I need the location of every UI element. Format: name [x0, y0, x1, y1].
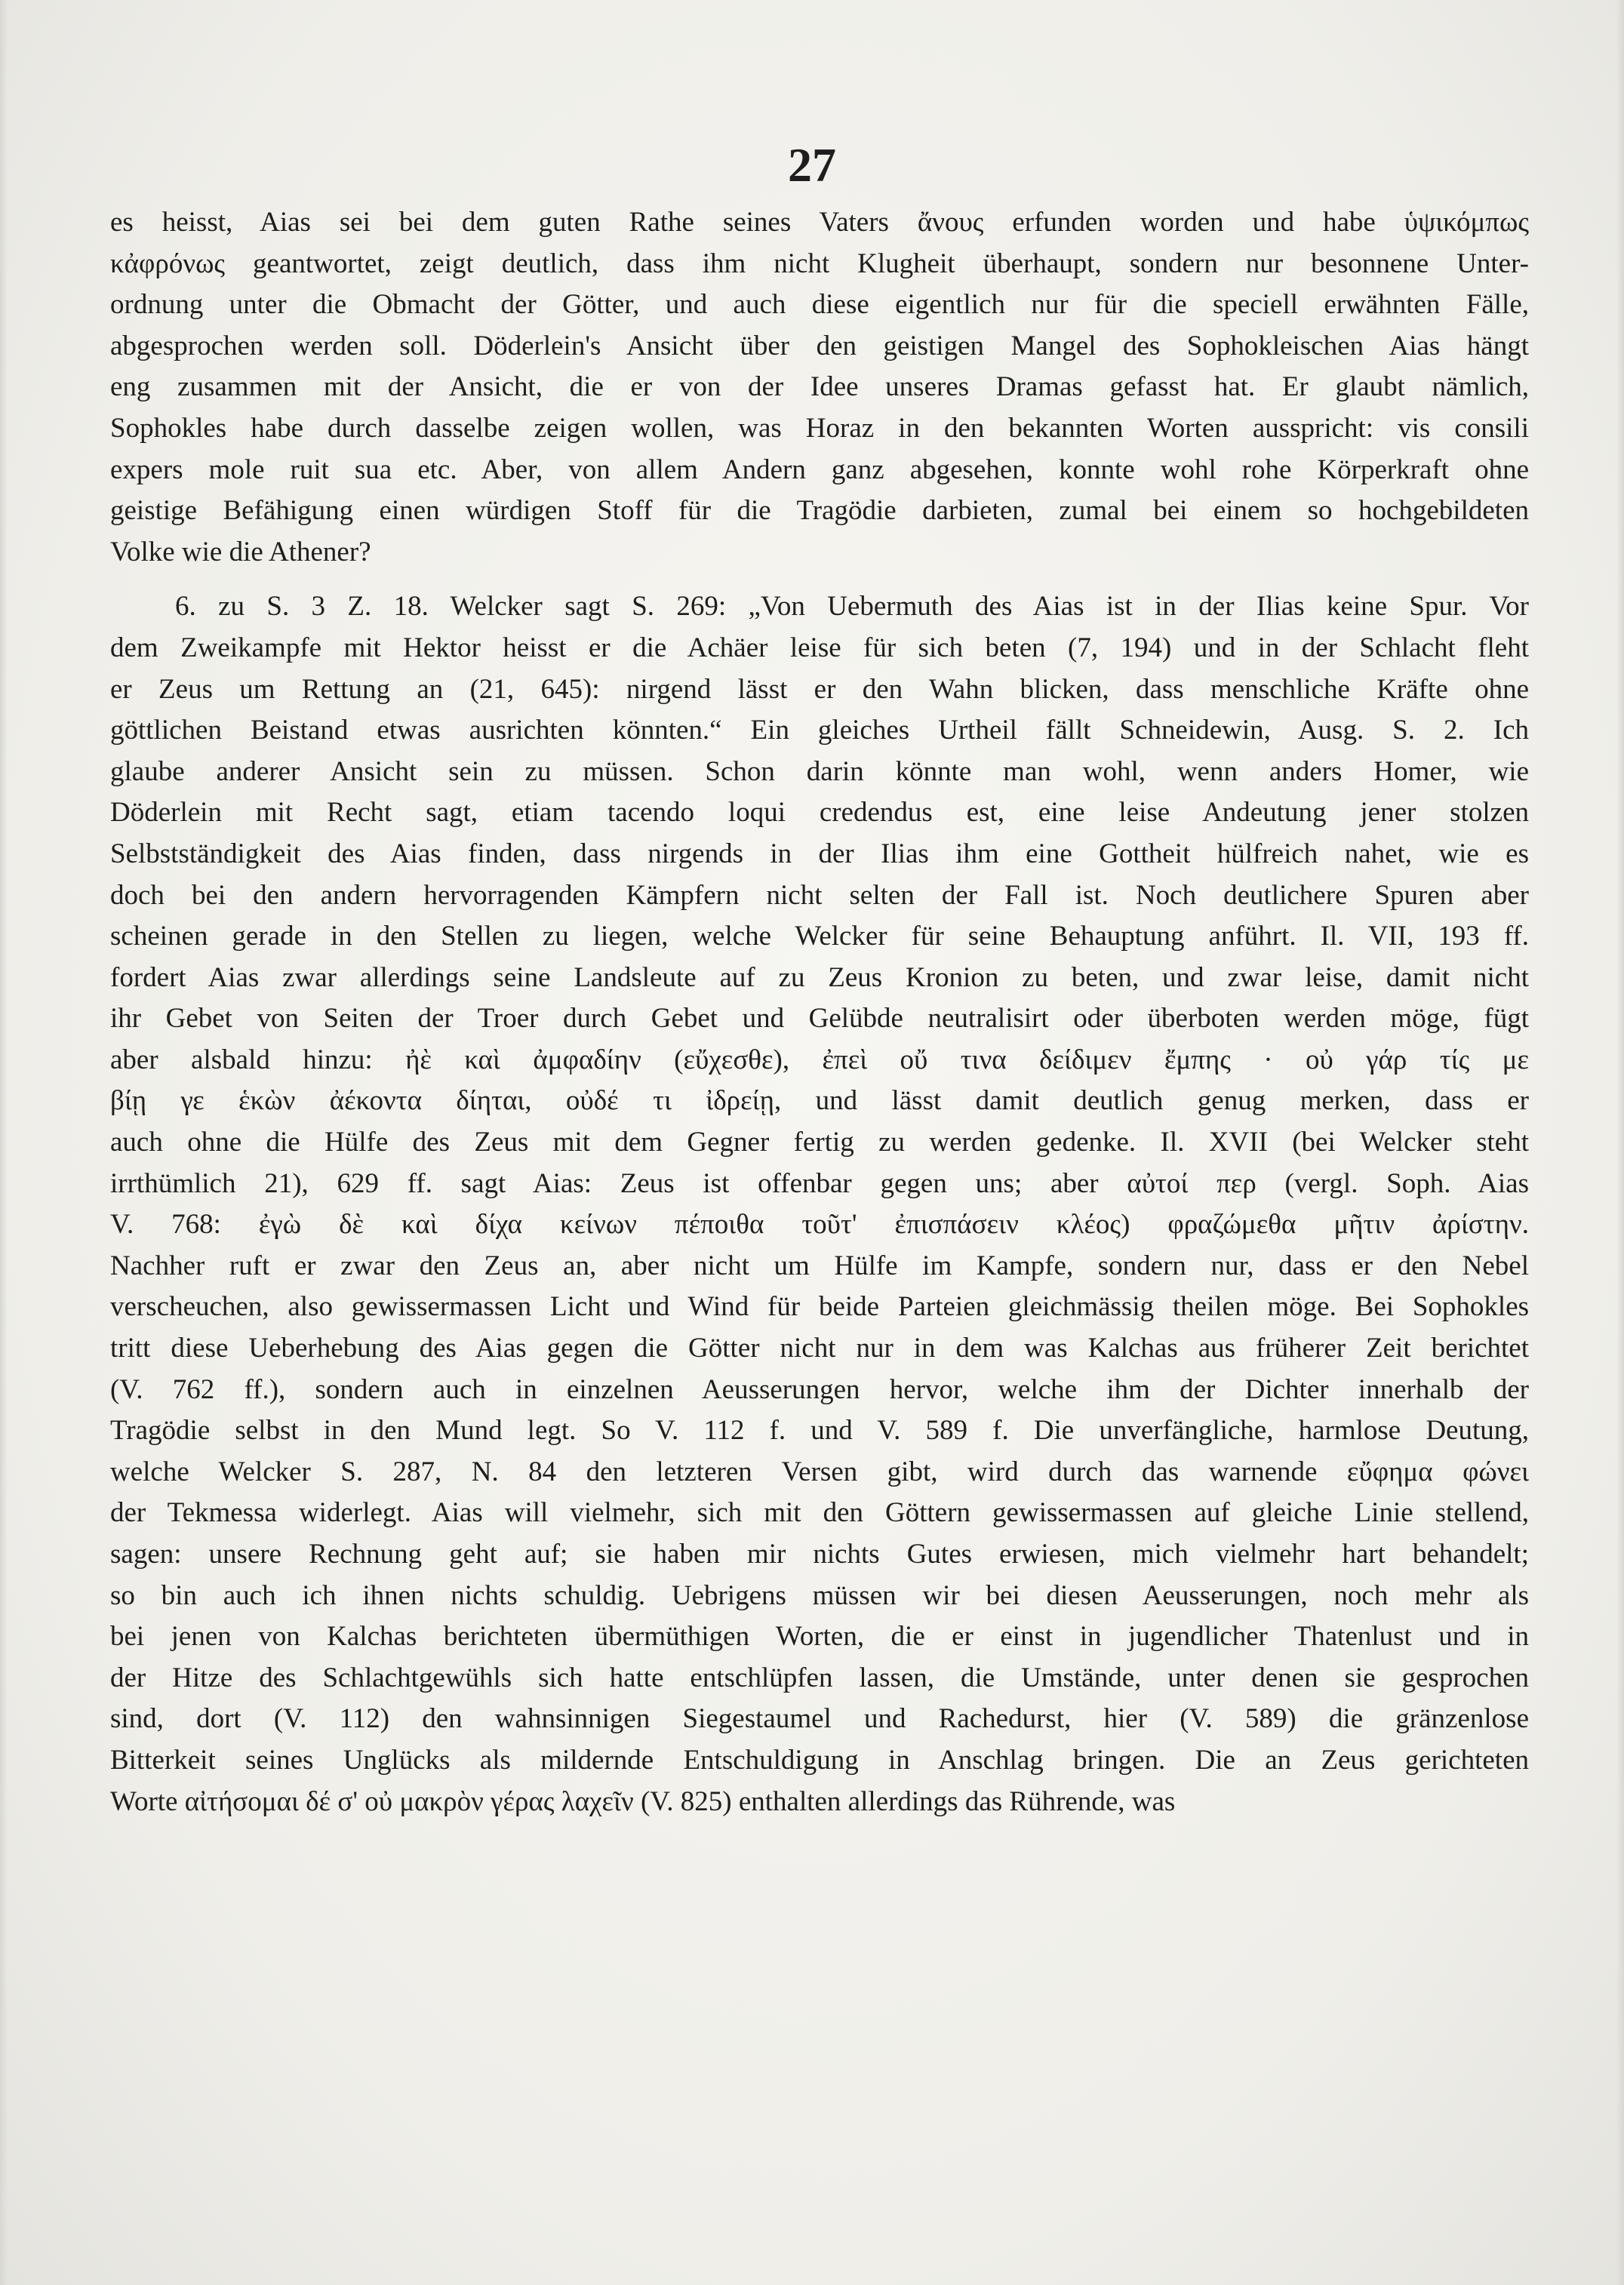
text-line: Tragödie selbst in den Mund legt. So V. 112 f. und V. 589 f. Die unverfängliche, harmlose Deutung,	[110, 1415, 1529, 1447]
text-line: κἀφρόνως geantwortet, zeigt deutlich, dass ihm nicht Klugheit überhaupt, sondern nur besonnene Unter-	[110, 248, 1529, 279]
text-line: aber alsbald hinzu: ἠὲ καὶ ἀμφαδίην (εὔχεσθε), ἐπεὶ οὔ τινα δείδιμεν ἔμπης · οὐ γάρ τίς με	[110, 1044, 1529, 1075]
text-line: abgesprochen werden soll. Döderlein's Ansicht über den geistigen Mangel des Sophokleischen Aias hängt	[110, 330, 1529, 361]
text-line: V. 768: ἐγὼ δὲ καὶ δίχα κείνων πέποιθα τοῦτ' ἐπισπάσειν κλέος) φραζώμεθα μῆτιν ἀρίστην.	[110, 1209, 1529, 1241]
text-line: es heisst, Aias sei bei dem guten Rathe seines Vaters ἄνους erfunden worden und habe ὑψικόμπως	[110, 207, 1529, 238]
text-line: Döderlein mit Recht sagt, etiam tacendo loqui credendus est, eine leise Andeutung jener stolzen	[110, 797, 1529, 829]
text-line: dem Zweikampfe mit Hektor heisst er die Achäer leise für sich beten (7, 194) und in der Schlacht fleht	[110, 632, 1529, 663]
scan-edge-right	[1616, 0, 1624, 2285]
text-line: doch bei den andern hervorragenden Kämpfern nicht selten der Fall ist. Noch deutlichere Spuren aber	[110, 879, 1529, 911]
body-text	[110, 202, 1529, 1822]
text-line: sind, dort (V. 112) den wahnsinnigen Siegestaumel und Rachedurst, hier (V. 589) die gränzenlose	[110, 1703, 1529, 1735]
text-line: auch ohne die Hülfe des Zeus mit dem Gegner fertig zu werden gedenke. Il. XVII (bei Welcker steht	[110, 1127, 1529, 1158]
text-line: ihr Gebet von Seiten der Troer durch Gebet und Gelübde neutralisirt oder überboten werden möge, fügt	[110, 1003, 1529, 1035]
page-number: 27	[788, 138, 836, 192]
paragraph-gap	[110, 573, 1529, 586]
text-line: bei jenen von Kalchas berichteten übermüthigen Worten, die er einst in jugendlicher Thatenlust und in	[110, 1621, 1529, 1653]
text-line: glaube anderer Ansicht sein zu müssen. Schon darin könnte man wohl, wenn anders Homer, wie	[110, 755, 1529, 787]
text-line: so bin auch ich ihnen nichts schuldig. Uebrigens müssen wir bei diesen Aeusserungen, noch mehr als	[110, 1579, 1529, 1611]
text-line: verscheuchen, also gewissermassen Licht und Wind für beide Parteien gleichmässig theilen möge. Bei Sophokles	[110, 1291, 1529, 1323]
text-line: (V. 762 ff.), sondern auch in einzelnen Aeusserungen hervor, welche ihm der Dichter innerhalb der	[110, 1373, 1529, 1405]
text-line: βίῃ γε ἑκὼν ἀέκοντα δίηται, οὐδέ τι ἰδρείῃ, und lässt damit deutlich genug merken, dass er	[110, 1085, 1529, 1117]
text-line: scheinen gerade in den Stellen zu liegen, welche Welcker für seine Behauptung anführt. Il. VII, 193 ff.	[110, 921, 1529, 952]
text-line: geistige Befähigung einen würdigen Stoff für die Tragödie darbieten, zumal bei einem so hochgebildeten	[110, 495, 1529, 527]
text-line: der Hitze des Schlachtgewühls sich hatte entschlüpfen lassen, die Umstände, unter denen sie gesprochen	[110, 1662, 1529, 1693]
text-line: welche Welcker S. 287, N. 84 den letzteren Versen gibt, wird durch das warnende εὔφημα φώνει	[110, 1456, 1529, 1487]
text-line: Sophokles habe durch dasselbe zeigen wollen, was Horaz in den bekannten Worten ausspricht: vis consili	[110, 412, 1529, 444]
text-line: tritt diese Ueberhebung des Aias gegen die Götter nicht nur in dem was Kalchas aus früherer Zeit berichtet	[110, 1333, 1529, 1364]
text-line: Bitterkeit seines Unglücks als mildernde Entschuldigung in Anschlag bringen. Die an Zeus gerichteten	[110, 1744, 1529, 1776]
text-line: er Zeus um Rettung an (21, 645): nirgend lässt er den Wahn blicken, dass menschliche Kräfte ohne	[110, 673, 1529, 705]
scan-edge-left	[0, 0, 8, 2285]
text-line: irrthümlich 21), 629 ff. sagt Aias: Zeus ist offenbar gegen uns; aber αὐτοί περ (vergl. Soph. Aias	[110, 1167, 1529, 1199]
text-line: eng zusammen mit der Ansicht, die er von der Idee unseres Dramas gefasst hat. Er glaubt nämlich,	[110, 371, 1529, 403]
text-line: ordnung unter die Obmacht der Götter, und auch diese eigentlich nur für die speciell erwähnten Fälle,	[110, 289, 1529, 321]
paragraph	[110, 586, 1529, 1822]
text-line: Nachher ruft er zwar den Zeus an, aber nicht um Hülfe im Kampfe, sondern nur, dass er den Nebel	[110, 1250, 1529, 1281]
text-line: sagen: unsere Rechnung geht auf; sie haben mir nichts Gutes erwiesen, mich vielmehr hart behandelt;	[110, 1539, 1529, 1570]
text-line: der Tekmessa widerlegt. Aias will vielmehr, sich mit den Göttern gewissermassen auf gleiche Linie stellend,	[110, 1497, 1529, 1529]
text-line: Volke wie die Athener?	[110, 536, 371, 567]
text-line: fordert Aias zwar allerdings seine Landsleute auf zu Zeus Kronion zu beten, und zwar leise, damit nicht	[110, 961, 1529, 993]
text-line: Selbstständigkeit des Aias finden, dass nirgends in der Ilias ihm eine Gottheit hülfreich nahet, wie es	[110, 838, 1529, 869]
text-line: 6. zu S. 3 Z. 18. Welcker sagt S. 269: „Von Uebermuth des Aias ist in der Ilias keine Spur. Vor	[175, 591, 1529, 623]
text-line: expers mole ruit sua etc. Aber, von allem Andern ganz abgesehen, konnte wohl rohe Körperkraft ohne	[110, 454, 1529, 485]
text-line: Worte αἰτήσομαι δέ σ' οὐ μακρὸν γέρας λαχεῖν (V. 825) enthalten allerdings das Rührende, was	[110, 1785, 1176, 1817]
paragraph	[110, 202, 1529, 573]
text-line: göttlichen Beistand etwas ausrichten könnten.“ Ein gleiches Urtheil fällt Schneidewin, Ausg. S. 2. Ich	[110, 715, 1529, 746]
